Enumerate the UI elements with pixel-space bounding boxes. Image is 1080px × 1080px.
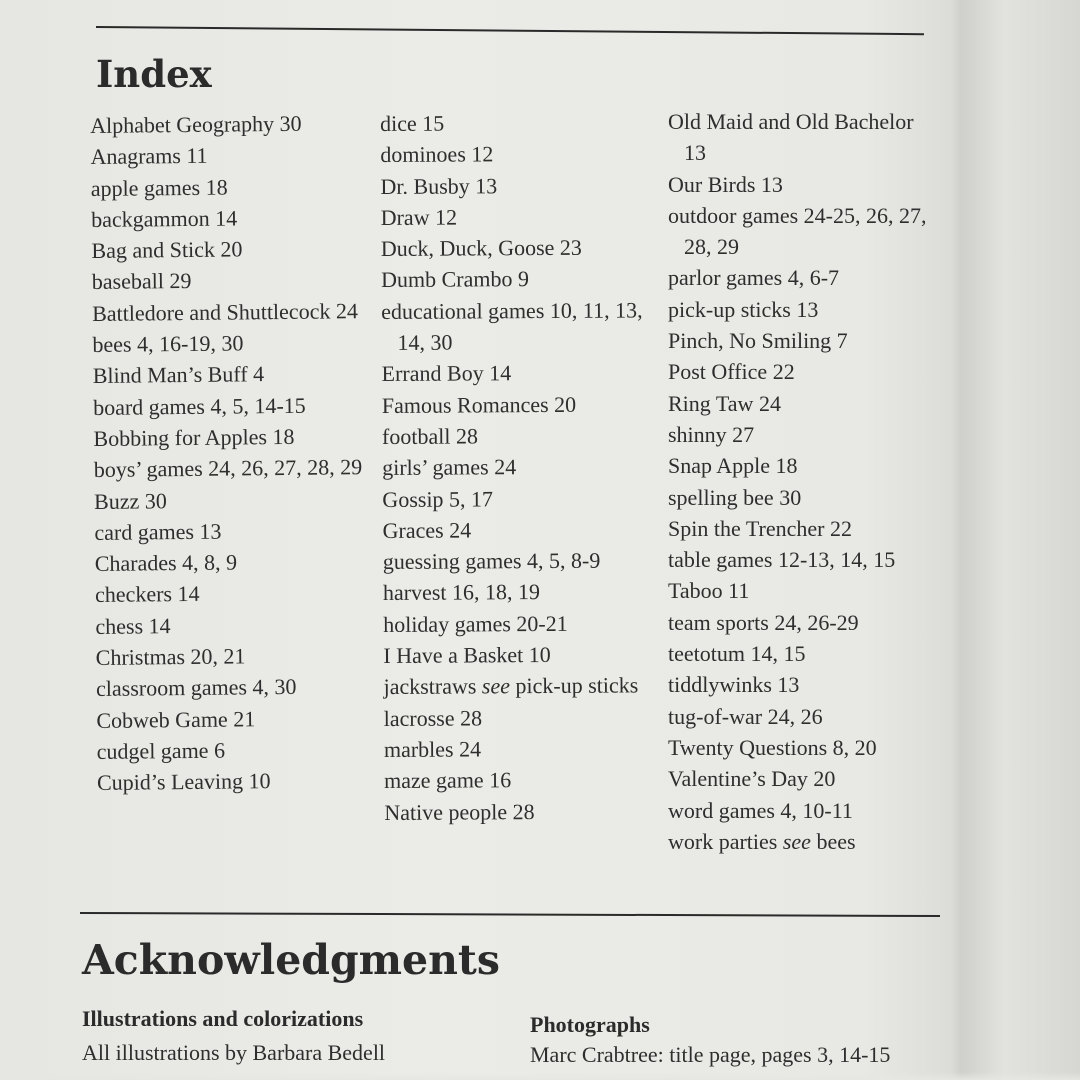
index-entry-text: jackstraws [383, 673, 482, 700]
index-entry-text: card games 13 [94, 518, 222, 545]
index-heading: Index [96, 52, 212, 96]
index-entry [382, 419, 667, 452]
index-entry-text: baseball 29 [91, 268, 192, 295]
index-entry [97, 764, 382, 798]
index-entry-text: Our Birds 13 [668, 171, 783, 197]
illustrations-credit: All illustrations by Barbara Bedell [82, 1040, 386, 1065]
index-entry [668, 638, 928, 669]
index-entry-text: Valentine’s Day 20 [668, 766, 836, 792]
index-entry [668, 701, 928, 732]
index-see-target: pick-up sticks [509, 672, 639, 699]
index-entry [94, 451, 379, 485]
index-entry [95, 545, 380, 579]
photographs-subheading: Photographs [530, 1012, 650, 1037]
index-entry-text: Bobbing for Apples 18 [93, 423, 295, 451]
index-column-1 [90, 107, 382, 798]
index-entry-text: Native people 28 [384, 798, 535, 825]
index-entry-text: Dr. Busby 13 [380, 172, 498, 199]
index-entry-text: chess 14 [95, 612, 171, 639]
index-entry [668, 669, 928, 700]
index-entry-text: Dumb Crambo 9 [380, 266, 530, 293]
index-entry [668, 419, 928, 450]
index-entry-text: table games 12-13, 14, 15 [668, 547, 896, 573]
index-entry [384, 763, 669, 796]
index-entry-text: Spin the Trencher 22 [668, 515, 852, 541]
index-entry [668, 795, 928, 826]
index-entry-text: Draw 12 [380, 204, 458, 230]
index-entry-text: backgammon 14 [91, 205, 238, 232]
index-entry [381, 263, 666, 296]
index-entry [93, 420, 378, 454]
index-entry-text: Anagrams 11 [90, 143, 208, 170]
index-entry [668, 262, 928, 293]
index-entry [668, 388, 928, 419]
index-entry-text: Charades 4, 8, 9 [94, 549, 238, 577]
index-entry-text: tiddlywinks 13 [668, 672, 800, 698]
index-entry [382, 451, 667, 484]
page-bottom-fade [0, 1072, 1080, 1080]
index-entry [383, 670, 668, 703]
index-entry-text: Old Maid and Old Bachelor 13 [668, 109, 914, 166]
index-entry-text: checkers 14 [94, 581, 200, 608]
index-entry-text: football 28 [381, 423, 479, 449]
top-rule [96, 26, 924, 35]
index-entry-text: Gossip 5, 17 [382, 485, 494, 512]
index-entry [668, 575, 928, 606]
index-entry-text: boys’ games 24, 26, 27, 28, 29 [93, 454, 363, 483]
index-entry-text: I Have a Basket 10 [383, 642, 551, 669]
index-see-reference: see [481, 673, 511, 699]
index-entry [94, 514, 379, 548]
index-entry [95, 608, 380, 642]
index-entry [91, 170, 376, 204]
index-entry [383, 638, 668, 671]
acknowledgments-heading: Acknowledgments [82, 936, 500, 984]
index-entry [92, 295, 377, 329]
index-entry-text: Famous Romances 20 [381, 391, 577, 418]
index-entry [668, 732, 928, 763]
index-entry [384, 732, 669, 765]
index-entry [381, 231, 666, 264]
index-entry [96, 639, 381, 673]
index-entry-text: apple games 18 [90, 174, 228, 201]
index-entry-text: harvest 16, 18, 19 [382, 579, 541, 606]
index-entry-text: Christmas 20, 21 [95, 643, 246, 671]
photographs-credit: Marc Crabtree: title page, pages 3, 14-15 [530, 1042, 891, 1067]
index-entry-text: Ring Taw 24 [668, 390, 781, 416]
index-entry-text: Cobweb Game 21 [96, 705, 256, 733]
index-entry-text: work parties [668, 828, 783, 854]
index-entry [91, 201, 376, 235]
index-entry [382, 388, 667, 421]
index-entry-text: dice 15 [380, 110, 445, 136]
index-entry-text: Alphabet Geography 30 [90, 110, 302, 138]
index-entry [668, 325, 928, 356]
index-entry [96, 702, 381, 736]
index-entry-text: Errand Boy 14 [381, 360, 512, 387]
index-entry-text: spelling bee 30 [668, 484, 802, 510]
index-entry [668, 482, 928, 513]
index-entry [668, 169, 928, 200]
index-entry-text: maze game 16 [384, 767, 512, 794]
index-entry-text: Post Office 22 [668, 359, 795, 385]
index-entry-text: shinny 27 [668, 421, 755, 447]
index-entry-text: holiday games 20-21 [383, 610, 568, 637]
index-entry [382, 513, 667, 546]
index-entry [382, 482, 667, 515]
index-entry [93, 389, 378, 423]
index-entry [380, 169, 665, 202]
index-entry [668, 356, 928, 387]
illustrations-subheading: Illustrations and colorizations [82, 1006, 364, 1031]
index-entry [381, 200, 666, 233]
index-entry [97, 733, 382, 767]
index-entry [668, 826, 928, 857]
index-entry-text: Pinch, No Smiling 7 [668, 328, 848, 354]
index-entry-text: teetotum 14, 15 [668, 641, 806, 667]
index-entry-text: pick-up sticks 13 [668, 296, 819, 322]
index-entry [384, 701, 669, 734]
index-entry-text: marbles 24 [383, 736, 482, 762]
index-entry-text: word games 4, 10-11 [668, 797, 853, 823]
index-entry-text: dominoes 12 [380, 141, 494, 168]
index-entry-text: Cupid’s Leaving 10 [96, 768, 271, 796]
index-entry [383, 576, 668, 609]
index-entry-text: Buzz 30 [93, 487, 167, 514]
index-entry [668, 106, 928, 169]
index-entry-text: Graces 24 [382, 517, 472, 543]
index-entry [668, 294, 928, 325]
index-entry [381, 294, 666, 358]
index-entry [95, 576, 380, 610]
index-entry [668, 607, 928, 638]
index-entry [668, 763, 928, 794]
index-entry-text: parlor games 4, 6-7 [668, 265, 840, 291]
index-entry [93, 357, 378, 391]
index-entry-text: lacrosse 28 [383, 705, 483, 731]
index-entry-text: Battledore and Shuttlecock 24 [91, 297, 359, 326]
index-column-3 [668, 106, 928, 857]
index-entry-text: girls’ games 24 [382, 454, 517, 481]
index-entry-text: educational games 10, 11, 13, 14, 30 [381, 297, 643, 355]
index-entry-text: Snap Apple 18 [668, 453, 798, 479]
index-entry-text: Taboo 11 [668, 578, 750, 604]
index-see-target: bees [810, 828, 856, 854]
index-entry [92, 326, 377, 360]
index-entry [380, 138, 665, 171]
index-entry-text: outdoor games 24-25, 26, 27, 28, 29 [668, 202, 927, 260]
index-entry [668, 513, 928, 544]
index-entry-text: team sports 24, 26-29 [668, 609, 859, 635]
index-entry [668, 200, 928, 263]
index-entry [382, 357, 667, 390]
index-entry-text: Duck, Duck, Goose 23 [380, 234, 582, 262]
index-entry-text: classroom games 4, 30 [95, 674, 297, 702]
index-see-reference: see [782, 828, 811, 854]
index-entry [96, 670, 381, 704]
index-entry [90, 138, 375, 172]
index-entry-text: guessing games 4, 5, 8-9 [382, 547, 601, 575]
index-entry-text: Blind Man’s Buff 4 [92, 361, 265, 389]
index-entry [91, 232, 376, 266]
section-rule [80, 912, 940, 917]
index-entry-text: board games 4, 5, 14-15 [92, 392, 306, 420]
index-entry [668, 450, 928, 481]
index-entry-text: cudgel game 6 [96, 737, 226, 764]
index-entry [92, 263, 377, 297]
index-column-2 [380, 106, 669, 828]
index-entry-text: Twenty Questions 8, 20 [668, 734, 877, 760]
index-entry-text: tug-of-war 24, 26 [668, 703, 823, 729]
index-entry [668, 544, 928, 575]
index-entry [90, 107, 375, 141]
index-entry [383, 607, 668, 640]
index-entry-text: bees 4, 16-19, 30 [92, 330, 244, 358]
index-entry [384, 795, 669, 828]
index-entry [380, 106, 665, 139]
index-entry [383, 544, 668, 577]
index-entry [94, 483, 379, 517]
index-entry-text: Bag and Stick 20 [91, 236, 243, 264]
